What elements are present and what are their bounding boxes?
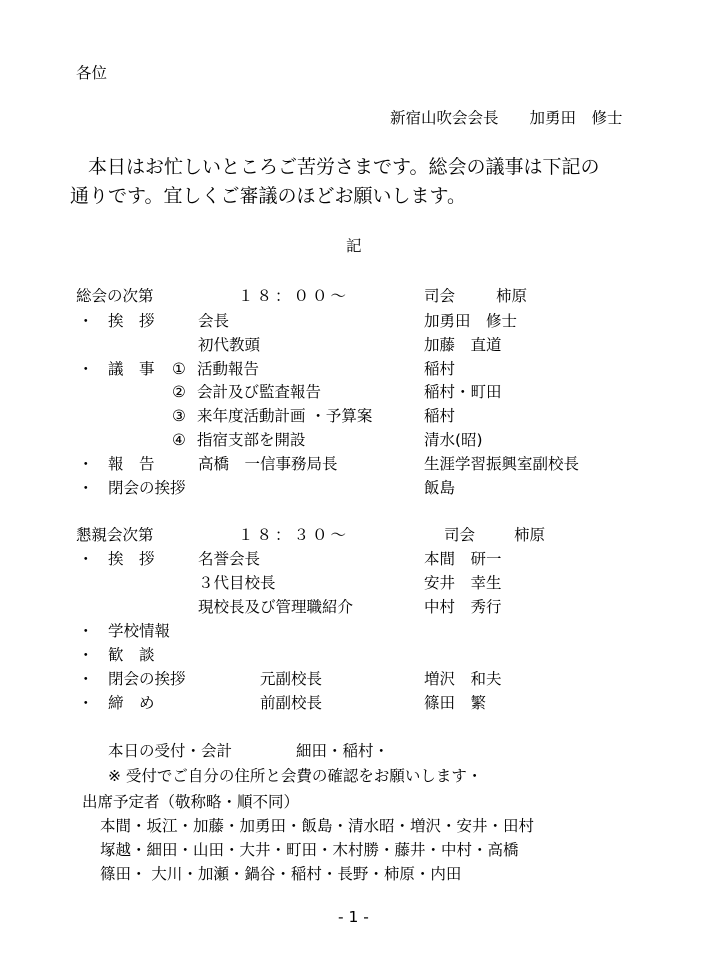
gm-cat: 閉会の挨拶 — [108, 478, 186, 497]
gm-num: ② — [172, 383, 186, 402]
sc-bullet: ・ — [78, 550, 94, 568]
page-number: - 1 - — [338, 908, 369, 926]
reception-label: 本日の受付・会計 — [108, 742, 233, 760]
general-meeting-time: １８：００〜 — [238, 287, 350, 305]
attendees-title: 出席予定者（敬称略・順不同） — [82, 793, 300, 811]
sc-person: 増沢 和夫 — [424, 670, 502, 688]
attendees-line-2: 塚越・細田・山田・大井・町田・木村勝・藤井・中村・高橋 — [100, 841, 519, 859]
attendees-line-1: 本間・坂江・加藤・加勇田・飯島・清水昭・増沢・安井・田村 — [100, 817, 535, 835]
gm-item: 会長 — [198, 312, 230, 330]
gm-person: 加藤 直道 — [424, 335, 502, 354]
greeting-line-1: 本日はお忙しいところご苦労さまです。総会の議事は下記の — [88, 156, 600, 178]
gm-bullet: ・ — [78, 312, 94, 330]
gm-cat: 挨 拶 — [108, 312, 155, 330]
sender-line: 新宿山吹会会長 加勇田 修士 — [390, 109, 623, 127]
gm-num: ① — [172, 359, 186, 378]
reception-names: 細田・稲村・ — [296, 742, 390, 760]
general-meeting-mc-label: 司会 — [424, 287, 456, 305]
sc-item: 元副校長 — [260, 670, 323, 688]
sc-cat: 挨 拶 — [108, 550, 155, 568]
gm-person: 稲村 — [424, 359, 456, 378]
sc-cat: 学校情報 — [108, 622, 171, 640]
general-meeting-mc-name: 柿原 — [496, 287, 528, 305]
gm-person: 生涯学習振興室副校長 — [424, 454, 580, 473]
gm-person: 稲村・町田 — [424, 383, 502, 402]
sc-item: 名誉会長 — [198, 550, 261, 568]
gm-cat: 報 告 — [108, 454, 155, 473]
gm-bullet: ・ — [78, 478, 94, 497]
social-mc-name: 柿原 — [514, 526, 546, 544]
social-time: １８：３０〜 — [238, 526, 350, 544]
sc-item: 前副校長 — [260, 694, 323, 712]
ki-heading: 記 — [346, 237, 362, 255]
general-meeting-title: 総会の次第 — [76, 287, 154, 305]
sc-bullet: ・ — [78, 694, 94, 712]
reception-note: ※ 受付でご自分の住所と会費の確認をお願いします・ — [108, 767, 483, 785]
gm-person: 加勇田 修士 — [424, 312, 518, 330]
sc-bullet: ・ — [78, 646, 94, 664]
sc-cat: 締 め — [108, 694, 155, 712]
gm-item: 活動報告 — [197, 359, 260, 378]
social-title: 懇親会次第 — [76, 526, 154, 544]
gm-num: ④ — [172, 431, 186, 449]
sc-bullet: ・ — [78, 622, 94, 640]
gm-item: 高橋 一信事務局長 — [198, 454, 338, 473]
sc-person: 中村 秀行 — [424, 598, 502, 616]
gm-item: 来年度活動計画 ・予算案 — [197, 407, 373, 426]
sc-person: 本間 研一 — [424, 550, 502, 568]
gm-item: 指宿支部を開設 — [197, 431, 306, 449]
sc-item: 現校長及び管理職紹介 — [198, 598, 354, 616]
sc-cat: 歓 談 — [108, 646, 155, 664]
gm-num: ③ — [172, 407, 186, 426]
social-mc-label: 司会 — [444, 526, 476, 544]
sc-person: 篠田 繁 — [424, 694, 487, 712]
gm-person: 稲村 — [424, 407, 456, 426]
attendees-line-3: 篠田・ 大川・加瀬・鍋谷・稲村・長野・柿原・内田 — [100, 865, 462, 883]
gm-item: 初代教頭 — [198, 335, 261, 354]
greeting-line-2: 通りです。宜しくご審議のほどお願いします。 — [70, 185, 466, 207]
sc-item: ３代目校長 — [198, 574, 276, 592]
gm-cat: 議 事 — [108, 359, 155, 378]
gm-bullet: ・ — [78, 359, 94, 378]
sc-bullet: ・ — [78, 670, 94, 688]
sc-cat: 閉会の挨拶 — [108, 670, 186, 688]
gm-person: 飯島 — [424, 478, 456, 497]
gm-bullet: ・ — [78, 454, 94, 473]
gm-item: 会計及び監査報告 — [197, 383, 322, 402]
addressee: 各位 — [76, 64, 108, 82]
sc-person: 安井 幸生 — [424, 574, 502, 592]
gm-person: 清水(昭) — [424, 431, 483, 449]
